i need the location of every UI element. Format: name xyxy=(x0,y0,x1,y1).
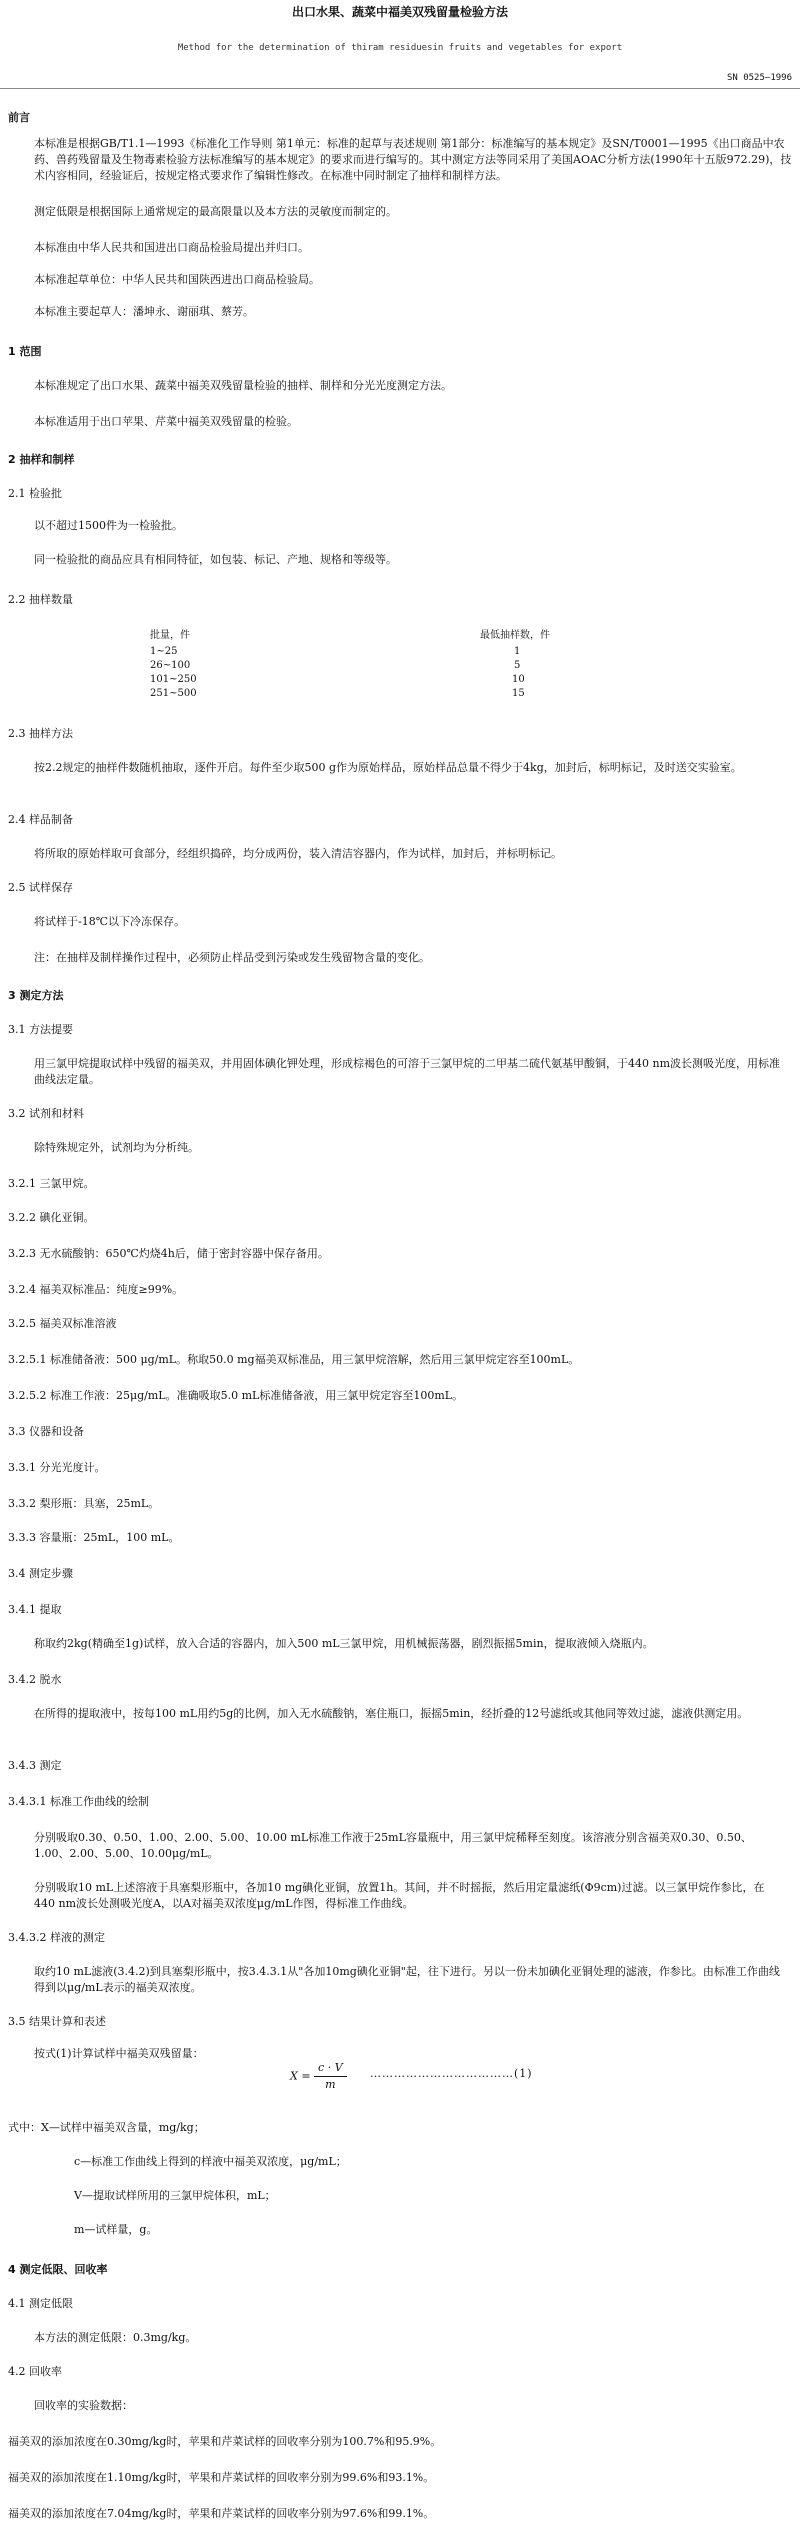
document-title: 出口水果、蔬菜中福美双残留量检验方法 xyxy=(291,5,508,19)
section-3-1-heading: 3.1 方法提要 xyxy=(8,1023,73,1036)
section-3-5-heading: 3.5 结果计算和表述 xyxy=(8,2015,106,2028)
preface-paragraph-4: 本标准起草单位：中华人民共和国陕西进出口商品检验局。 xyxy=(34,273,320,286)
formula-where-m: m—试样量，g。 xyxy=(74,2223,158,2236)
sampling-table xyxy=(150,628,570,708)
recovery-line-3: 福美双的添加浓度在7.04mg/kg时，苹果和芹菜试样的回收率分别为97.6%和99.1%。 xyxy=(8,2507,435,2520)
section-2-5-paragraph-1: 将试样于-18℃以下冷冻保存。 xyxy=(34,915,186,928)
section-3-4-3-2-heading: 3.4.3.2 样液的测定 xyxy=(8,1931,105,1944)
section-4-1-heading: 4.1 测定低限 xyxy=(8,2297,73,2310)
table-cell: 15 xyxy=(512,688,525,699)
section-3-1-paragraph: 用三氯甲烷提取试样中残留的福美双，并用固体碘化钾处理，形成棕褐色的可溶于三氯甲烷的二甲基二硫代氨基甲酸铜，于440 nm波长测吸光度，用标准曲线法定量。 xyxy=(34,1057,781,1086)
preface-paragraph-2: 测定低限是根据国际上通常规定的最高限量以及本方法的灵敏度而制定的。 xyxy=(34,205,397,218)
section-2-3-heading: 2.3 抽样方法 xyxy=(8,727,73,740)
document-subtitle: Method for the determination of thiram residuesin fruits and vegetables for export xyxy=(177,43,623,53)
standard-number: SN 0525—1996 xyxy=(726,73,792,83)
section-3-4-3-1-paragraph-1: 分别吸取0.30、0.50、1.00、2.00、5.00、10.00 mL标准工作液于25mL容量瓶中，用三氯甲烷稀释至刻度。该溶液分别含福美双0.30、0.50、1.00、2.00、5.00、10.00μg/mL。 xyxy=(34,1831,752,1860)
instrument-3-3-2: 3.3.2 梨形瓶：具塞，25mL。 xyxy=(8,1497,160,1510)
table-cell: 26~100 xyxy=(150,660,191,671)
table-header-min-samples: 最低抽样数，件 xyxy=(480,630,550,641)
preface-paragraph-5: 本标准主要起草人：潘坤永、谢丽琪、蔡芳。 xyxy=(34,305,254,318)
section-3-4-1-heading: 3.4.1 提取 xyxy=(8,1603,62,1616)
section-2-4-paragraph: 将所取的原始样取可食部分，经组织捣碎，均分成两份，装入清洁容器内，作为试样，加封后，并标明标记。 xyxy=(34,847,562,860)
section-3-4-3-2-paragraph: 取约10 mL滤液(3.4.2)到具塞梨形瓶中，按3.4.3.1从"各加10mg碘化亚铜"起，往下进行。另以一份未加碘化亚铜处理的滤液，作参比。由标准工作曲线得到以μg/mL表示的福美双浓度。 xyxy=(34,1965,780,1994)
section-3-heading: 3 测定方法 xyxy=(8,989,64,1002)
table-cell: 1~25 xyxy=(150,646,178,657)
formula-lhs: X = xyxy=(290,2069,311,2083)
result-formula xyxy=(290,2060,347,2093)
section-3-4-3-1-heading: 3.4.3.1 标准工作曲线的绘制 xyxy=(8,1795,149,1808)
reagent-3-2-3: 3.2.3 无水硫酸钠：650℃灼烧4h后，储于密封容器中保存备用。 xyxy=(8,1247,329,1260)
section-3-4-1-paragraph: 称取约2kg(精确至1g)试样，放入合适的容器内，加入500 mL三氯甲烷，用机械振荡器，剧烈振摇5min，提取液倾入烧瓶内。 xyxy=(34,1637,654,1650)
formula-number: ………………………………(1) xyxy=(370,2067,533,2080)
reagent-3-2-5-1: 3.2.5.1 标准储备液：500 μg/mL。称取50.0 mg福美双标准品，用三氯甲烷溶解，然后用三氯甲烷定容至100mL。 xyxy=(8,1353,580,1366)
table-cell: 1 xyxy=(514,646,521,657)
section-3-3-heading: 3.3 仪器和设备 xyxy=(8,1425,84,1438)
formula-denominator: m xyxy=(325,2078,336,2091)
formula-numerator: c · V xyxy=(314,2060,347,2077)
table-cell: 10 xyxy=(512,674,525,685)
section-3-4-2-paragraph: 在所得的提取液中，按每100 mL用约5g的比例，加入无水硫酸钠，塞住瓶口，振摇5min，经折叠的12号滤纸或其他同等效过滤，滤液供测定用。 xyxy=(34,1707,749,1720)
formula-where-x: 式中：X—试样中福美双含量，mg/kg； xyxy=(8,2121,205,2134)
formula-where-c: c—标准工作曲线上得到的样液中福美双浓度，μg/mL； xyxy=(74,2155,347,2168)
section-4-2-paragraph: 回收率的实验数据： xyxy=(34,2399,133,2412)
reagent-3-2-5: 3.2.5 福美双标准溶液 xyxy=(8,1317,117,1330)
section-2-5-heading: 2.5 试样保存 xyxy=(8,881,73,894)
section-2-4-heading: 2.4 样品制备 xyxy=(8,813,73,826)
section-3-4-2-heading: 3.4.2 脱水 xyxy=(8,1673,62,1686)
table-header-batch: 批量，件 xyxy=(150,630,190,641)
section-3-4-heading: 3.4 测定步骤 xyxy=(8,1567,73,1580)
section-1-paragraph-2: 本标准适用于出口苹果、芹菜中福美双残留量的检验。 xyxy=(34,415,298,428)
section-4-heading: 4 测定低限、回收率 xyxy=(8,2263,108,2276)
reagent-3-2-2: 3.2.2 碘化亚铜。 xyxy=(8,1211,95,1224)
formula-fraction xyxy=(314,2060,347,2093)
reagent-3-2-1: 3.2.1 三氯甲烷。 xyxy=(8,1177,95,1190)
instrument-3-3-3: 3.3.3 容量瓶：25mL，100 mL。 xyxy=(8,1531,180,1544)
section-2-5-note: 注：在抽样及制样操作过程中，必须防止样品受到污染或发生残留物含量的变化。 xyxy=(34,951,430,964)
section-2-3-paragraph: 按2.2规定的抽样件数随机抽取，逐件开启。每件至少取500 g作为原始样品，原始样品总量不得少于4kg，加封后，标明标记，及时送交实验室。 xyxy=(34,761,742,774)
section-3-4-3-1-paragraph-2: 分别吸取10 mL上述溶液于具塞梨形瓶中，各加10 mg碘化亚铜，放置1h。其间，并不时摇振，然后用定量滤纸(Φ9cm)过滤。以三氯甲烷作参比，在440 nm波长处测吸光度A，以A对福美双浓度μg/mL作图，得标准工作曲线。 xyxy=(34,1881,765,1910)
preface-heading: 前言 xyxy=(8,111,30,124)
section-2-2-heading: 2.2 抽样数量 xyxy=(8,593,73,606)
section-2-heading: 2 抽样和制样 xyxy=(8,453,75,466)
section-1-paragraph-1: 本标准规定了出口水果、蔬菜中福美双残留量检验的抽样、制样和分光光度测定方法。 xyxy=(34,379,452,392)
recovery-line-2: 福美双的添加浓度在1.10mg/kg时，苹果和芹菜试样的回收率分别为99.6%和93.1%。 xyxy=(8,2471,435,2484)
section-2-1-paragraph-2: 同一检验批的商品应具有相同特征，如包装、标记、产地、规格和等级等。 xyxy=(34,553,397,566)
section-3-2-paragraph: 除特殊规定外，试剂均为分析纯。 xyxy=(34,1141,199,1154)
section-3-5-paragraph: 按式(1)计算试样中福美双残留量： xyxy=(34,2047,204,2060)
reagent-3-2-5-2: 3.2.5.2 标准工作液：25μg/mL。准确吸取5.0 mL标准储备液，用三氯甲烷定容至100mL。 xyxy=(8,1389,464,1402)
section-3-4-3-heading: 3.4.3 测定 xyxy=(8,1759,62,1772)
table-cell: 5 xyxy=(514,660,521,671)
instrument-3-3-1: 3.3.1 分光光度计。 xyxy=(8,1461,106,1474)
preface-paragraph-3: 本标准由中华人民共和国进出口商品检验局提出并归口。 xyxy=(34,241,309,254)
section-2-1-paragraph-1: 以不超过1500件为一检验批。 xyxy=(34,519,183,532)
section-2-1-heading: 2.1 检验批 xyxy=(8,487,62,500)
section-4-1-paragraph: 本方法的测定低限：0.3mg/kg。 xyxy=(34,2331,197,2344)
section-3-2-heading: 3.2 试剂和材料 xyxy=(8,1107,84,1120)
table-cell: 101~250 xyxy=(150,674,197,685)
formula-where-v: V—提取试样所用的三氯甲烷体积，mL； xyxy=(74,2189,276,2202)
section-4-2-heading: 4.2 回收率 xyxy=(8,2365,62,2378)
header-divider xyxy=(0,88,800,89)
section-1-heading: 1 范围 xyxy=(8,345,42,358)
preface-paragraph-1: 本标准是根据GB/T1.1—1993《标准化工作导则 第1单元：标准的起草与表述规则 第1部分：标准编写的基本规定》及SN/T0001—1995《出口商品中农药、兽药残留量及生物毒素检验方法标准编写的基本规定》的要求而进行编写的。其中测定方法等同采用了美国AOAC分析方法(1990年十五版972.29)，技术内容相同，经验证后，按规定格式要求作了编辑性修改。在标准中同时制定了抽样和制样方法。 xyxy=(34,137,792,182)
recovery-line-1: 福美双的添加浓度在0.30mg/kg时，苹果和芹菜试样的回收率分别为100.7%和95.9%。 xyxy=(8,2435,442,2448)
table-cell: 251~500 xyxy=(150,688,197,699)
reagent-3-2-4: 3.2.4 福美双标准品：纯度≥99%。 xyxy=(8,1283,184,1296)
